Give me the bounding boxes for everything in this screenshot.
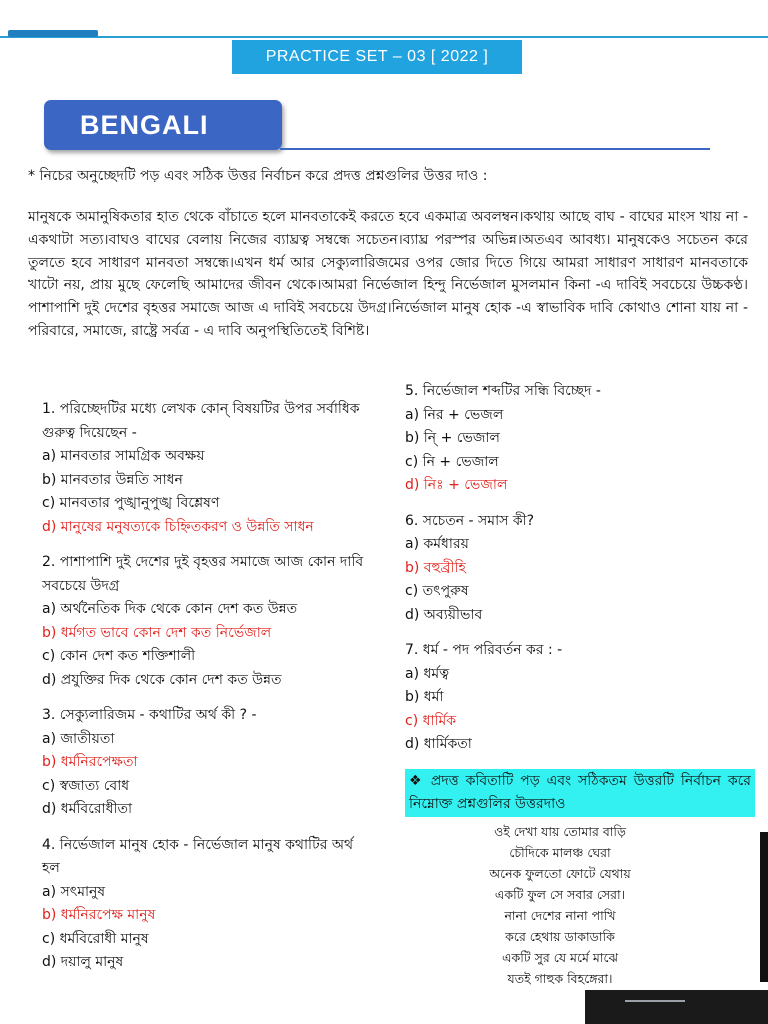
question-title: 6. সচেতন - সমাস কী? [405, 512, 535, 529]
poem-line: একটি সুর যে মর্মে মাঝে [502, 949, 618, 965]
option-c: c) তৎপুরুষ [405, 583, 469, 599]
option-d: d) দয়ালু মানুষ [42, 954, 124, 970]
practice-set-banner: PRACTICE SET – 03 [ 2022 ] [232, 40, 522, 74]
poem-line: একটি ফুল সে সবার সেরা। [494, 886, 626, 902]
option-b-correct: b) ধর্মগত ভাবে কোন দেশ কত নির্ভেজাল [42, 624, 272, 641]
option-b: b) মানবতার উন্নতি সাধন [42, 471, 183, 488]
question-3 [42, 704, 372, 822]
option-b-correct: b) বহুব্রীহি [405, 559, 466, 576]
option-d-correct: d) মানুষের মনুষত্যকে চিহ্নিতকরণ ও উন্নতি সাধন [42, 518, 314, 535]
option-c-correct: c) ধার্মিক [405, 712, 457, 729]
poem-line: নানা দেশের নানা পাখি [504, 907, 616, 923]
question-title: 3. সেক্যুলারিজম - কথাটির অর্থ কী ? - [42, 707, 257, 723]
option-a: a) অর্থনৈতিক দিক থেকে কোন দেশ কত উন্নত [42, 601, 298, 617]
option-a: a) জাতীয়তা [42, 730, 115, 747]
option-a: a) ধর্মত্ব [405, 665, 450, 682]
option-d-correct: d) নিঃ + ভেজাল [405, 477, 508, 493]
option-c: c) স্বজাত্য বোধ [42, 777, 130, 794]
question-7 [405, 639, 755, 757]
subject-tab: BENGALI [44, 100, 282, 150]
footer-line [625, 1000, 685, 1002]
passage-text: মানুষকে অমানুষিকতার হাত থেকে বাঁচাতে হলে মানবতাকেই করতে হবে একমাত্র অবলম্বন।কথায় আছে বাঘ - বাঘের মাংস খায় না - একথাটা সত্য।বাঘও বাঘের বেলায় নিজের ব্যাঘ্রত্ব সম্বন্ধে সচেতন।ব্যাঘ্র পরস্পর অভিন্ন।অতএব আবধ্য। মানুষকেও সচেতন করে তুলতে হবে সাধারণ মানবতা সম্বন্ধে।এখন ধর্ম আর সেক্যুলারিজমের ওপর জোর দিতে গিয়ে আমরা সাধারণ সাধারণ মানবতাকে খাটো নয়, প্রায় মুছে ফেলেছি আমাদের জীবন থেকে।আমরা নির্ভেজাল হিন্দু নির্ভেজাল মুসলমান কিনা -এ দাবিই সবচেয়ে উচ্চকণ্ঠ।পাশাপাশি দুই দেশের বৃহত্তর সমাজে আজ এ দাবিই সবচেয়ে উদগ্র।নির্ভেজাল মানুষ হোক -এ স্বাভাবিক দাবি কোথাও শোনা যায় না - পরিবারে, সমাজে, রাষ্ট্রে সর্বত্র - এ দাবি অনুপস্থিতিতেই বিশিষ্ট। [28, 209, 748, 339]
question-6 [405, 510, 755, 628]
option-a: a) মানবতার সামগ্রিক অবক্ষয় [42, 448, 205, 464]
subject-rule [280, 148, 710, 150]
question-2 [42, 551, 372, 692]
question-title: 2. পাশাপাশি দুই দেশের দুই বৃহত্তর সমাজে আজ কোন দাবি সবচেয়ে উদগ্র [42, 554, 364, 594]
left-question-column [42, 398, 372, 987]
option-d: d) ধর্মবিরোধীতা [42, 801, 133, 817]
right-question-column [405, 380, 755, 989]
option-c: c) মানবতার পুঙ্খানুপুঙ্খ বিশ্লেষণ [42, 495, 220, 511]
poem-line: অনেক ফুলতো ফোটে যেথায় [489, 865, 631, 881]
option-b-correct: b) ধর্মনিরপেক্ষতা [42, 754, 138, 770]
option-c: c) ধর্মবিরোধী মানুষ [42, 930, 149, 947]
option-b-correct: b) ধর্মনিরপেক্ষ মানুষ [42, 907, 156, 923]
top-accent-bar [8, 30, 98, 37]
poem [405, 821, 755, 989]
option-d: d) প্রযুক্তির দিক থেকে কোন দেশ কত উন্নত [42, 671, 282, 688]
question-title: 4. নির্ভেজাল মানুষ হোক - নির্ভেজাল মানুষ কথাটির অর্থ হল [42, 836, 354, 876]
question-4 [42, 834, 372, 975]
footer-bar [585, 990, 768, 1024]
poem-line: যতই গাহুক বিহঙ্গেরা। [507, 970, 613, 986]
question-5 [405, 380, 755, 498]
option-d: d) ধার্মিকতা [405, 736, 472, 752]
option-c: c) নি + ভেজাল [405, 453, 499, 470]
poem-line: ওই দেখা যায় তোমার বাড়ি [494, 823, 626, 839]
question-title: 7. ধর্ম - পদ পরিবর্তন কর : - [405, 642, 563, 658]
question-1 [42, 398, 372, 539]
page-edge-shadow [760, 832, 768, 982]
option-a: a) কর্মধারয় [405, 536, 469, 552]
passage-instruction: * নিচের অনুচ্ছেদটি পড় এবং সঠিক উত্তর নির্বাচন করে প্রদত্ত প্রশ্নগুলির উত্তর দাও : [28, 168, 488, 184]
option-a: a) নির + ভেজল [405, 406, 504, 423]
option-a: a) সৎমানুষ [42, 883, 106, 900]
poem-line: করে হেথায় ডাকাডাকি [505, 928, 615, 944]
option-c: c) কোন দেশ কত শক্তিশালী [42, 648, 196, 664]
poem-line: চৌদিকে মালঞ্চ ঘেরা [509, 844, 611, 860]
question-title: 1. পরিচ্ছেদটির মধ্যে লেখক কোন্ বিষয়টির উপর সর্বাধিক গুরুত্ব দিয়েছেন - [42, 401, 360, 441]
poem-instruction: ❖ প্রদত্ত কবিতাটি পড় এবং সঠিকতম উত্তরটি নির্বাচন করে নিম্নোক্ত প্রশ্নগুলির উত্তরদাও [405, 769, 755, 817]
option-b: b) ধর্মা [405, 689, 444, 705]
question-title: 5. নির্ভেজাল শব্দটির সন্ধি বিচ্ছেদ - [405, 383, 601, 399]
option-b: b) নি্ + ভেজাল [405, 430, 500, 446]
top-rule [0, 36, 768, 38]
option-d: d) অব্যয়ীভাব [405, 606, 483, 623]
